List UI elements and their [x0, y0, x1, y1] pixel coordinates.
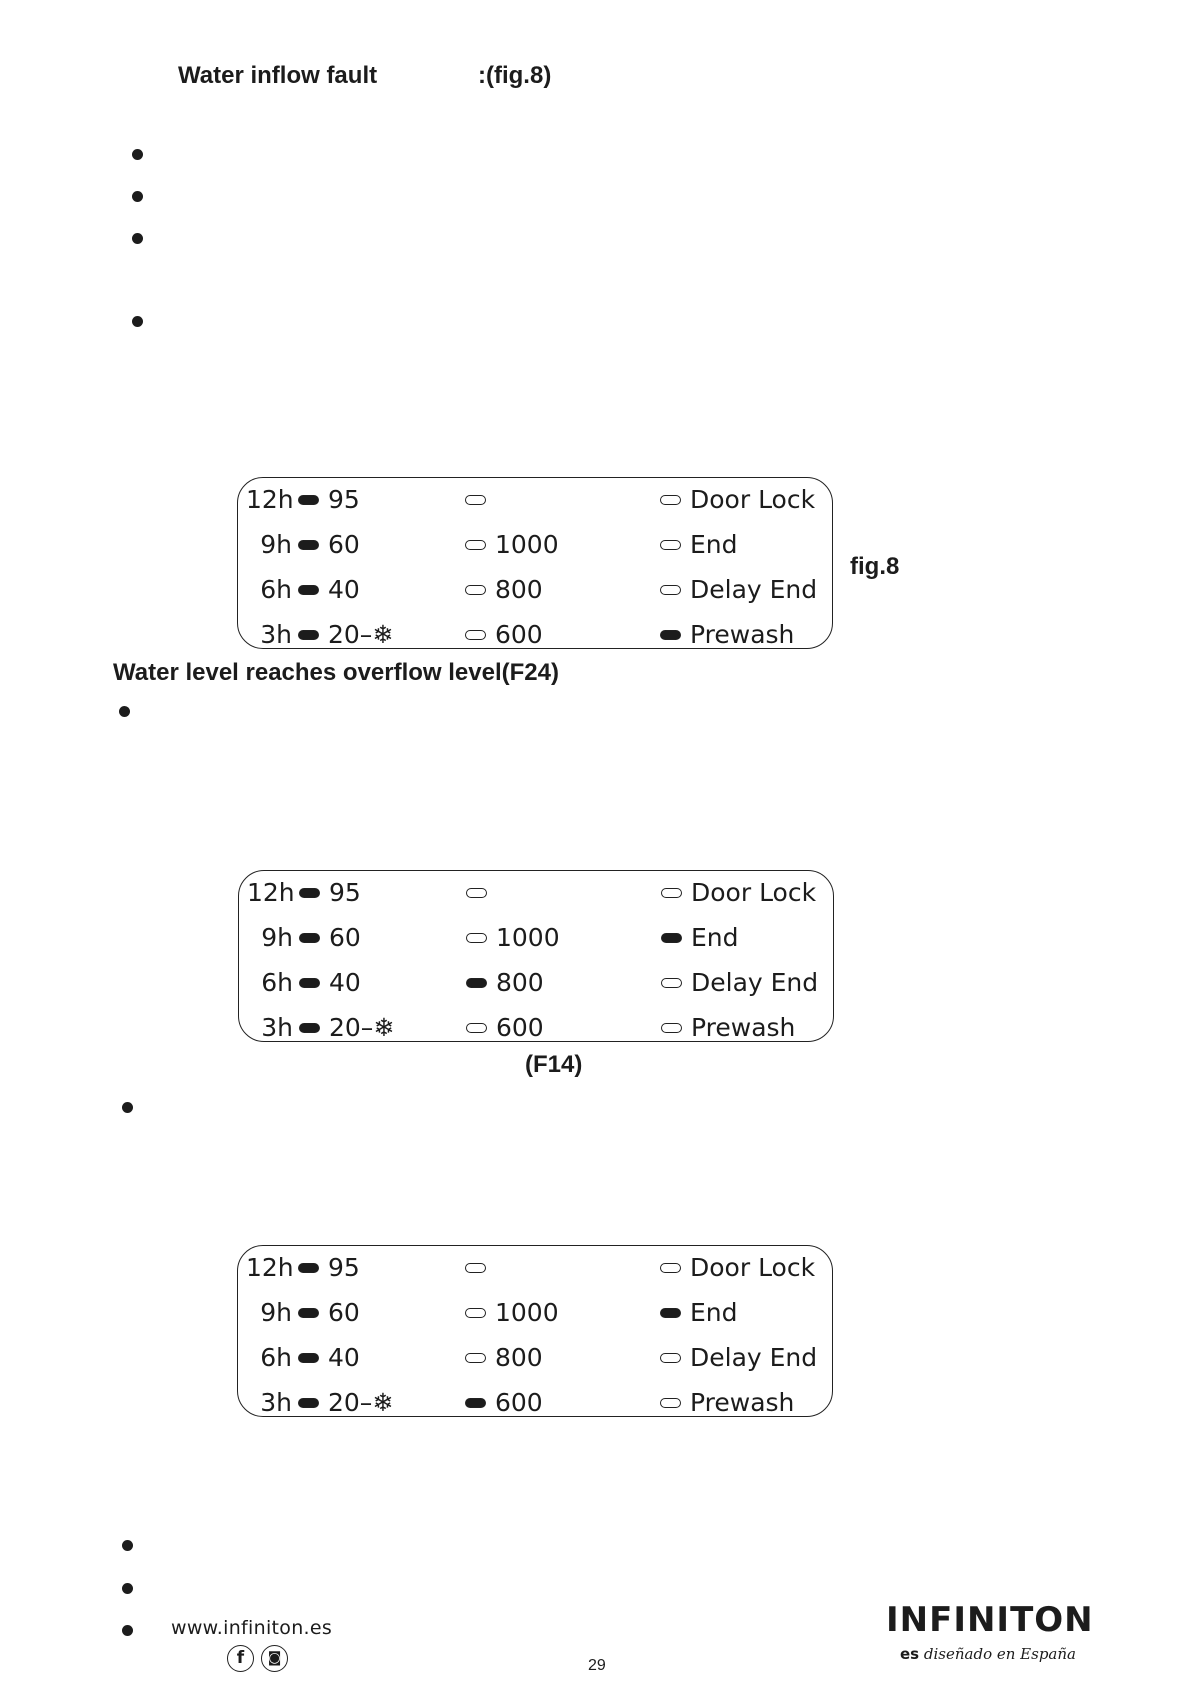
temp-led-indicator [298, 495, 319, 505]
bullet [122, 1540, 133, 1551]
spin-label: 1000 [495, 530, 559, 559]
function-led-indicator [660, 1398, 681, 1408]
temp-led-indicator [299, 888, 320, 898]
spin-led-indicator [465, 540, 486, 550]
hour-label: 6h [261, 968, 293, 997]
temp-led-indicator [298, 585, 319, 595]
brand-tagline [900, 1645, 1076, 1663]
hour-label: 6h [260, 1343, 292, 1372]
spin-label: 800 [496, 968, 544, 997]
temp-led-indicator [298, 1398, 319, 1408]
website-link[interactable]: www.infiniton.es [171, 1617, 333, 1639]
temp-label: 60 [328, 1298, 360, 1327]
function-label: Delay End [690, 1343, 818, 1372]
spin-led-indicator [466, 1023, 487, 1033]
fig-label: fig.8 [850, 553, 900, 580]
spin-led-indicator [465, 1308, 486, 1318]
temp-led-indicator [298, 540, 319, 550]
temp-label: 20–❄ [328, 620, 394, 649]
temp-label: 60 [328, 530, 360, 559]
panel-row [239, 963, 833, 1003]
panel-row [239, 918, 833, 958]
spin-led-indicator [466, 933, 487, 943]
bullet [132, 233, 143, 244]
panel-row [238, 525, 832, 565]
function-label: Door Lock [691, 878, 817, 907]
function-label: End [690, 1298, 738, 1327]
spin-led-indicator [465, 1263, 486, 1273]
bullet [122, 1102, 133, 1113]
bullet [132, 316, 143, 327]
hour-label: 3h [261, 1013, 293, 1042]
spin-label: 1000 [496, 923, 560, 952]
function-led-indicator [661, 888, 682, 898]
spin-label: 600 [495, 620, 543, 649]
function-label: End [690, 530, 738, 559]
spin-led-indicator [465, 495, 486, 505]
spin-label: 1000 [495, 1298, 559, 1327]
tagline-text: diseñado en España [923, 1645, 1076, 1663]
hour-label: 9h [261, 923, 293, 952]
display-panel-fig8 [237, 477, 833, 649]
function-led-indicator [660, 1353, 681, 1363]
function-label: Prewash [691, 1013, 796, 1042]
panel-row [238, 615, 832, 655]
display-panel-f14 [237, 1245, 833, 1417]
temp-label: 95 [328, 1253, 360, 1282]
temp-label: 20–❄ [329, 1013, 395, 1042]
temp-label: 40 [329, 968, 361, 997]
function-label: Prewash [690, 1388, 795, 1417]
bullet [122, 1583, 133, 1594]
panel-row [238, 1383, 832, 1423]
function-label: End [691, 923, 739, 952]
spin-led-indicator [465, 585, 486, 595]
function-led-indicator [660, 540, 681, 550]
brand-logo: INFINITON [886, 1600, 1094, 1640]
temp-led-indicator [299, 978, 320, 988]
panel-row [239, 1008, 833, 1048]
hour-label: 12h [247, 878, 295, 907]
spin-led-indicator [466, 888, 487, 898]
hour-label: 12h [246, 1253, 294, 1282]
facebook-icon[interactable]: f [227, 1645, 254, 1672]
temp-led-indicator [298, 630, 319, 640]
temp-label: 20–❄ [328, 1388, 394, 1417]
section-title-overflow: Water level reaches overflow level(F24) [113, 659, 559, 686]
hour-label: 6h [260, 575, 292, 604]
function-led-indicator [660, 1308, 681, 1318]
instagram-icon[interactable]: ◙ [261, 1645, 288, 1672]
bullet [132, 191, 143, 202]
page-number: 29 [588, 1657, 606, 1674]
function-led-indicator [661, 933, 682, 943]
spin-led-indicator [465, 1353, 486, 1363]
panel-row [238, 570, 832, 610]
tagline-mark: es [900, 1645, 920, 1663]
function-led-indicator [661, 978, 682, 988]
temp-led-indicator [298, 1263, 319, 1273]
temp-led-indicator [298, 1353, 319, 1363]
hour-label: 9h [260, 530, 292, 559]
function-led-indicator [660, 495, 681, 505]
section-title-water-inflow: Water inflow fault [178, 62, 378, 89]
function-led-indicator [660, 1263, 681, 1273]
panel-row [238, 1248, 832, 1288]
temp-label: 95 [328, 485, 360, 514]
function-label: Door Lock [690, 485, 816, 514]
panel-row [239, 873, 833, 913]
hour-label: 12h [246, 485, 294, 514]
function-led-indicator [660, 630, 681, 640]
panel-row [238, 480, 832, 520]
spin-led-indicator [465, 1398, 486, 1408]
temp-label: 40 [328, 1343, 360, 1372]
function-led-indicator [661, 1023, 682, 1033]
temp-label: 40 [328, 575, 360, 604]
spin-label: 600 [496, 1013, 544, 1042]
function-led-indicator [660, 585, 681, 595]
function-label: Delay End [691, 968, 819, 997]
temp-led-indicator [299, 1023, 320, 1033]
bullet [132, 149, 143, 160]
temp-label: 60 [329, 923, 361, 952]
bullet [122, 1625, 133, 1636]
hour-label: 9h [260, 1298, 292, 1327]
temp-led-indicator [299, 933, 320, 943]
panel-row [238, 1338, 832, 1378]
temp-led-indicator [298, 1308, 319, 1318]
function-label: Prewash [690, 620, 795, 649]
function-label: Door Lock [690, 1253, 816, 1282]
panel-row [238, 1293, 832, 1333]
spin-label: 800 [495, 575, 543, 604]
spin-led-indicator [465, 630, 486, 640]
display-panel-overflow [238, 870, 834, 1042]
spin-label: 600 [495, 1388, 543, 1417]
fig-reference: :(fig.8) [478, 62, 552, 89]
f14-label: (F14) [525, 1051, 583, 1078]
spin-label: 800 [495, 1343, 543, 1372]
hour-label: 3h [260, 620, 292, 649]
hour-label: 3h [260, 1388, 292, 1417]
function-label: Delay End [690, 575, 818, 604]
bullet [119, 706, 130, 717]
spin-led-indicator [466, 978, 487, 988]
temp-label: 95 [329, 878, 361, 907]
